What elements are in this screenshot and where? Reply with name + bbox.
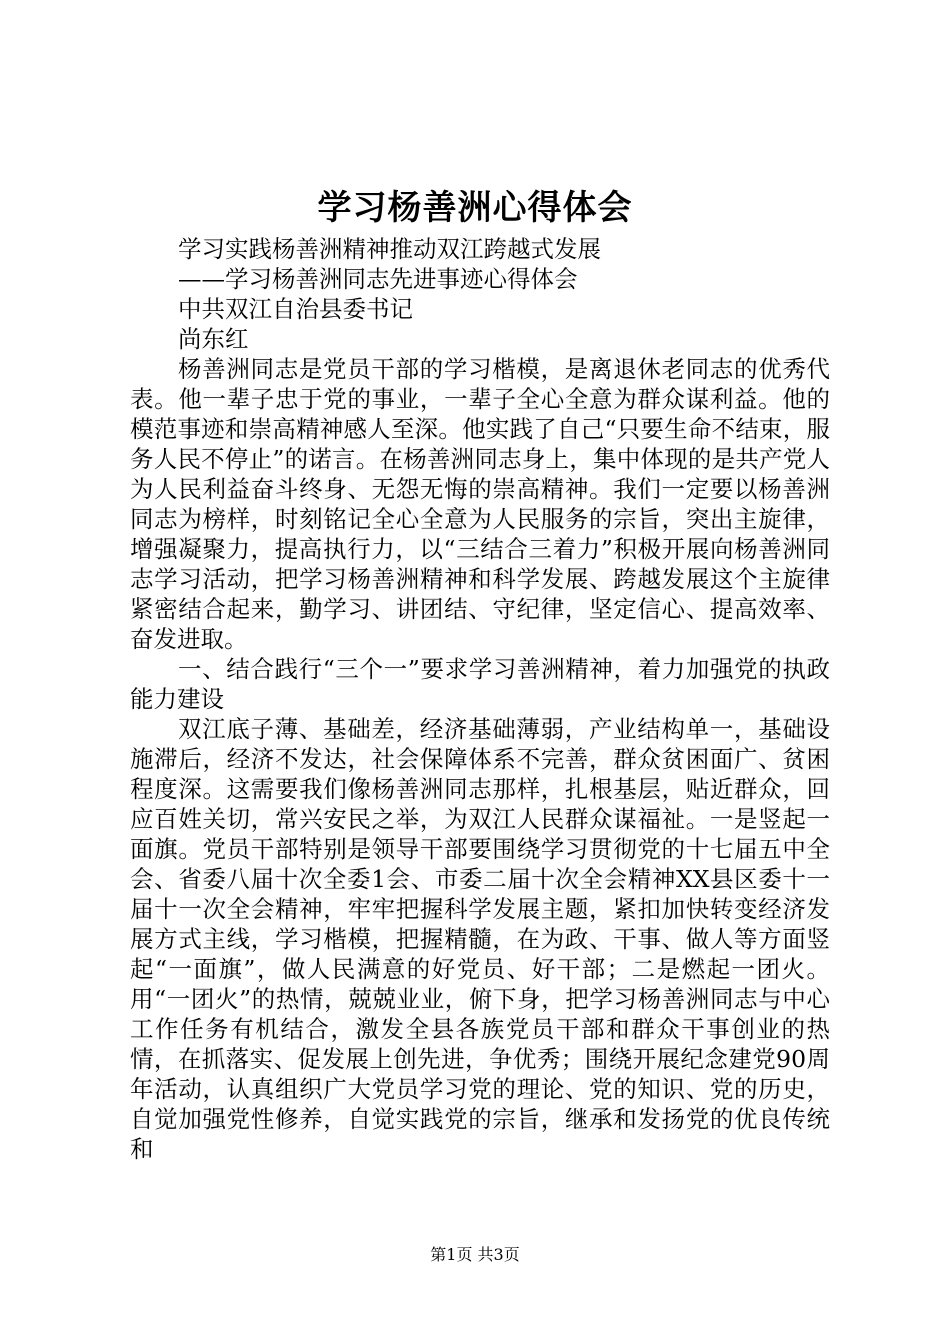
paragraph-intro: 杨善洲同志是党员干部的学习楷模，是离退休老同志的优秀代表。他一辈子忠于党的事业，一辈子全心全意为群众谋利益。他的模范事迹和崇高精神感人至深。他实践了自己“只要生命不结束，服务人民不停止”的诺言。在杨善洲同志身上，集中体现的是共产党人为人民利益奋斗终身、无怨无悔的崇高精神。我们一定要以杨善洲同志为榜样，时刻铭记全心全意为人民服务的宗旨，突出主旋律，增强凝聚力，提高执行力，以“三结合三着力”积极开展向杨善洲同志学习活动，把学习杨善洲精神和科学发展、跨越发展这个主旋律紧密结合起来，勤学习、讲团结、守纪律，坚定信心、提高效率、奋发进取。 bbox=[130, 355, 830, 653]
document-title: 学习杨善洲心得体会 bbox=[317, 188, 633, 228]
page-footer: 第1页 共3页 bbox=[430, 1245, 520, 1264]
document-subtitle-secondary: ——学习杨善洲同志先进事迹心得体会 bbox=[178, 265, 578, 293]
document-subtitle: 学习实践杨善洲精神推动双江跨越式发展 bbox=[178, 235, 601, 263]
author-name: 尚东红 bbox=[178, 325, 249, 353]
section-heading-one: 一、结合践行“三个一”要求学习善洲精神，着力加强党的执政能力建设 bbox=[130, 655, 830, 713]
paragraph-section-one: 双江底子薄、基础差，经济基础薄弱，产业结构单一，基础设施滞后，经济不发达，社会保障体系不完善，群众贫困面广、贫困程度深。这需要我们像杨善洲同志那样，扎根基层，贴近群众，回应百姓关切，常兴安民之举，为双江人民群众谋福祉。一是竖起一面旗。党员干部特别是领导干部要围绕学习贯彻党的十七届五中全会、省委八届十次全委1会、市委二届十次全会精神XX县区委十一届十一次全会精神，牢牢把握科学发展主题，紧扣加快转变经济发展方式主线，学习楷模，把握精髓，在为政、干事、做人等方面竖起“一面旗”，做人民满意的好党员、好干部；二是燃起一团火。用“一团火”的热情，兢兢业业，俯下身，把学习杨善洲同志与中心工作任务有机结合，激发全县各族党员干部和群众干事创业的热情，在抓落实、促发展上创先进，争优秀；围绕开展纪念建党90周年活动，认真组织广大党员学习党的理论、党的知识、党的历史，自觉加强党性修养，自觉实践党的宗旨，继承和发扬党的优良传统和 bbox=[130, 715, 830, 1163]
document-body bbox=[130, 234, 830, 1164]
author-position: 中共双江自治县委书记 bbox=[178, 295, 413, 323]
